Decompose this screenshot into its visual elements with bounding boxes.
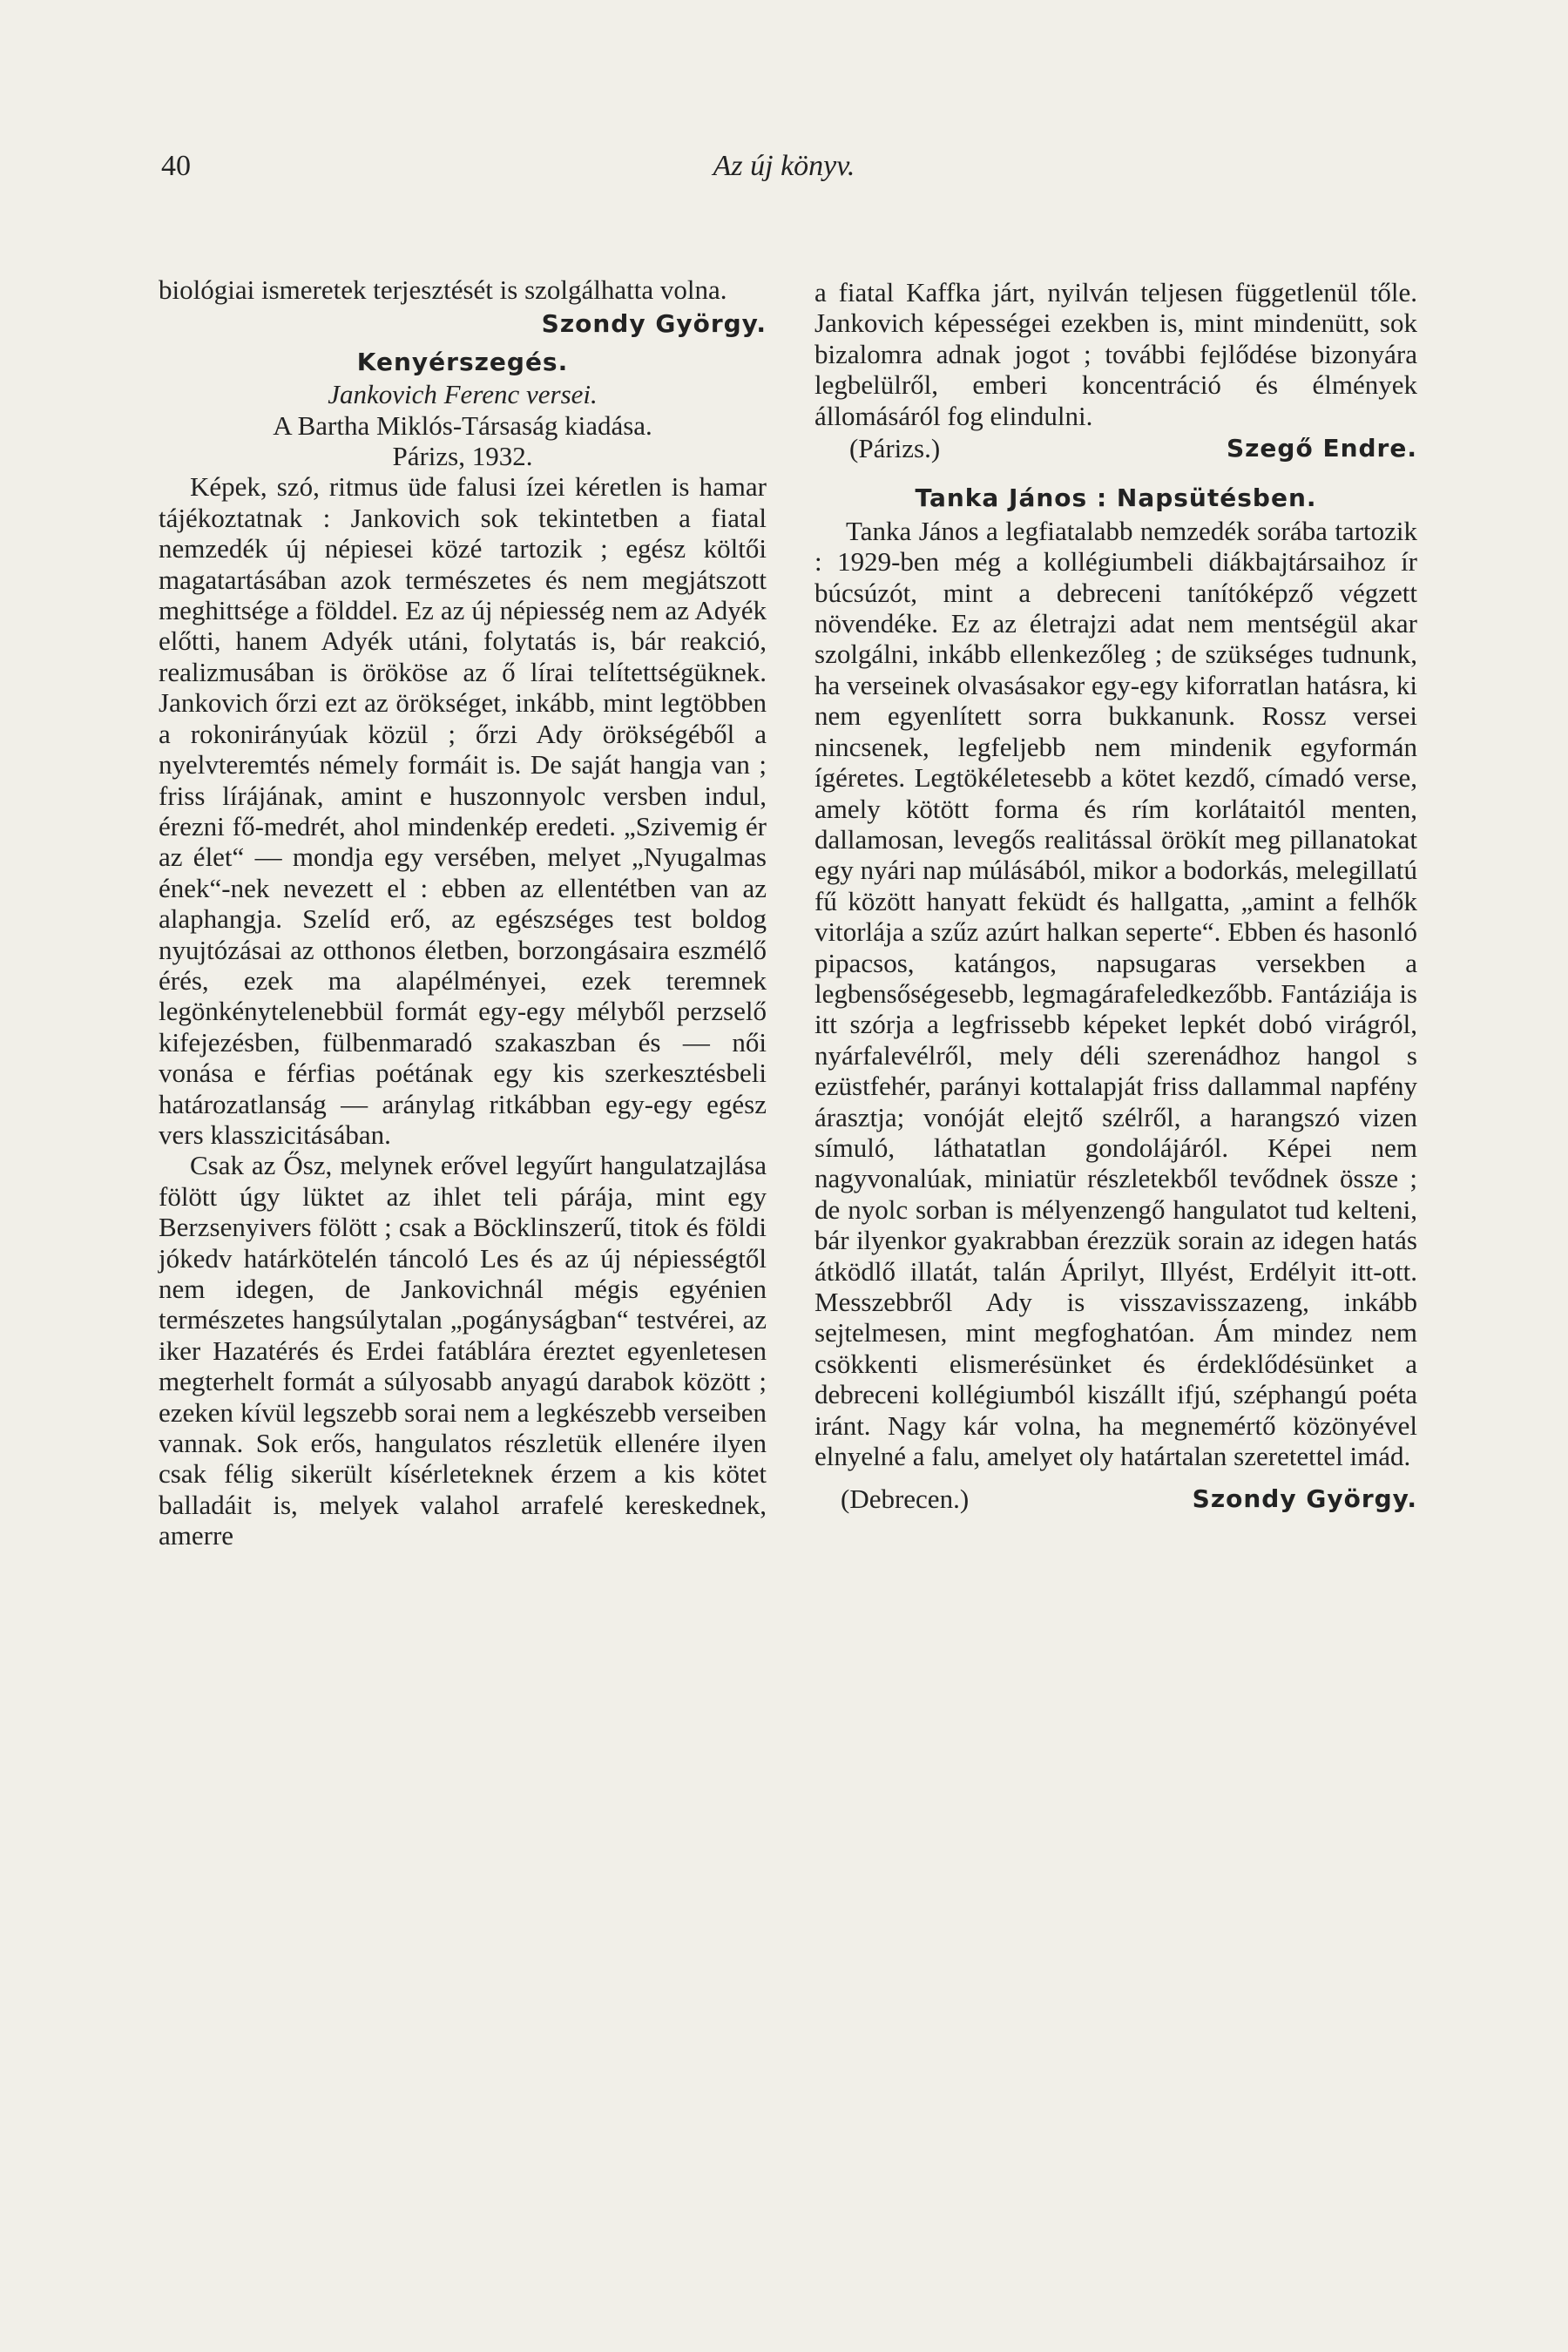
signature-szego: Szegő Endre. xyxy=(1226,434,1417,463)
page-header xyxy=(0,150,1568,185)
place-paris: (Párizs.) xyxy=(849,433,941,464)
book-subtitle: Jankovich Ferenc versei. xyxy=(328,379,598,410)
review-paragraph-tanka: Tanka János a legfiatalabb nemzedék sorába tartozik : 1929-ben még a kollégiumbeli diákbajtársaihoz ír búcsúzót, mint a debreceni tanítóképző végzett növendéke. Ez az életrajzi adat nem mentségül akar szolgálni, inkább ellenkezőleg ; de szükséges tudnunk, ha verseinek olvasásakor egy-egy kiforratlan hatásra, ki nem egyenlített sorra bukkanunk. Rossz versei nincsenek, legfeljebb nem mindenik egyformán ígéretes. Legtökéletesebb a kötet kezdő, címadó verse, amely kötött forma és rím korlátaitól menten, dallamosan, levegős realitással örökít meg pillanatokat egy nyári nap múlásából, mikor a bodorkás, melegillatú fű között hanyatt feküdt és hallgatta, „amint a felhők vitorlája a szűz azúrt halkan seperte“. Ebben és hasonló pipacsos, katángos, napsugaras versekben a legbensőségesebb, legmagárafeledkezőbb. Fantáziája is itt szórja a legfrissebb képeket lepkét dobó virágról, nyárfalevélről, mely déli szerenádhoz hangol s ezüstfehér, parányi kottalapját friss dallammal napfény árasztja; vonóját elejtő szélről, a harangszó vizen símuló, láthatatlan gondolájáról. Képei nem nagyvonalúak, miniatür részletekből tevődnek össze ; de nyolc sorban is mélyenzengő hangulatot tud kelteni, bár ilyenkor gyakrabban érezzük sorain az idegen hatás átködlő illatát, talán Áprilyt, Illyést, Erdélyit itt-ott. Messzebbről Ady is visszavisszazeng, inkább sejtelmesen, mint megfoghatóan. Ám mindez nem csökkenti elismerésünket és érdeklődésünket a debreceni kollégiumból kiszállt ifjú, széphangú poéta iránt. Nagy kár volna, ha megnemértő közönyével elnyelné a falu, amelyet oly határtalan szeretettel imád. xyxy=(814,515,1417,1472)
review-paragraph-1: Képek, szó, ritmus üde falusi ízei kéretlen is hamar tájékoztatnak : Jankovich sok tekintetben a fiatal nemzedék új népiesei közé tartozik ; egész költői magatartásában azok természetes és nem megjátszott meghittsége a földdel. Ez az új népiesség nem az Adyék előtti, hanem Adyék utáni, folytatás is, bár reakció, realizmusában is örököse az ő lírai telítettségüknek. Jankovich őrzi ezt az örökséget, inkább, mint legtöbben a rokonirányúak közül ; őrzi Ady örökségéből a nyelvteremtés némely formáit is. De saját hangja van ; friss lírájának, amint e huszonnyolc versben indul, érezni fő-medrét, ahol mindenkép eredeti. „Szivemig ér az élet“ — mondja egy versében, melyet „Nyugalmas ének“-nek nevezett el : ebben az ellentétben van az alaphangja. Szelíd erő, az egészséges test boldog nyujtózásai az otthonos életben, borzongásaira eszmélő érés, ezek ma alapélményei, ezek teremnek legönkénytelenebbül formát egy-egy mélyből perzselő kifejezésben, fülbenmaradó szakaszban és — női vonása e férfias poétának egy kis szerkesztésbeli határozatlanság — aránylag ritkábban egy-egy egész vers klasszicitásában. xyxy=(159,471,767,1150)
signature-line-2 xyxy=(814,1484,1417,1514)
place-year: Párizs, 1932. xyxy=(392,441,533,472)
review-paragraph-2: Csak az Ősz, melynek erővel legyűrt hangulatzajlása fölött úgy lüktet az ihlet teli párája, mint egy Berzsenyivers fölött ; csak a Böcklinszerű, titok és földi jókedv határkötelén táncoló Les és az új népiességtől nem idegen, de Jankovichnál mégis egyénien természetes hangsúlytalan „pogányságban“ testvérei, az iker Hazatérés és Erdei fatáblára éreztet egyenletesen megterhelt formát a súlyosabb anyagú darabok között ; ezeken kívül legszebb sorai nem a legkészebb verseiben vannak. Sok erős, hangulatos részletük ellenére ilyen csak félig sikerült kísérleteknek érzem a kis kötet balladáit is, melyek valahol arrafelé kereskednek, amerre xyxy=(159,1150,767,1551)
review-title-tanka: Tanka János : Napsütésben. xyxy=(915,483,1317,513)
page-number: 40 xyxy=(161,150,191,182)
running-title: Az új könyv. xyxy=(713,150,855,182)
right-column xyxy=(814,277,1417,1515)
signature-szondy: Szondy György. xyxy=(1192,1484,1417,1514)
left-column xyxy=(159,274,767,1551)
publisher-line: A Bartha Miklós-Társaság kiadása. xyxy=(273,409,652,441)
signature-line-1 xyxy=(814,433,1417,463)
continued-paragraph: biológiai ismeretek terjesztését is szolgálhatta volna. xyxy=(159,274,727,305)
prev-review-signature: Szondy György. xyxy=(541,309,767,339)
review-title-kenyerszeges: Kenyérszegés. xyxy=(356,347,569,376)
place-debrecen: (Debrecen.) xyxy=(841,1484,970,1515)
continued-paragraph-right: a fiatal Kaffka járt, nyilván teljesen függetlenül tőle. Jankovich képességei ezekben is, mint mindenütt, sok bizalomra adnak jogot ; további fejlődése bizonyára legbelülről, emberi koncentráció és élmények állomásáról fog elindulni. xyxy=(814,277,1417,431)
